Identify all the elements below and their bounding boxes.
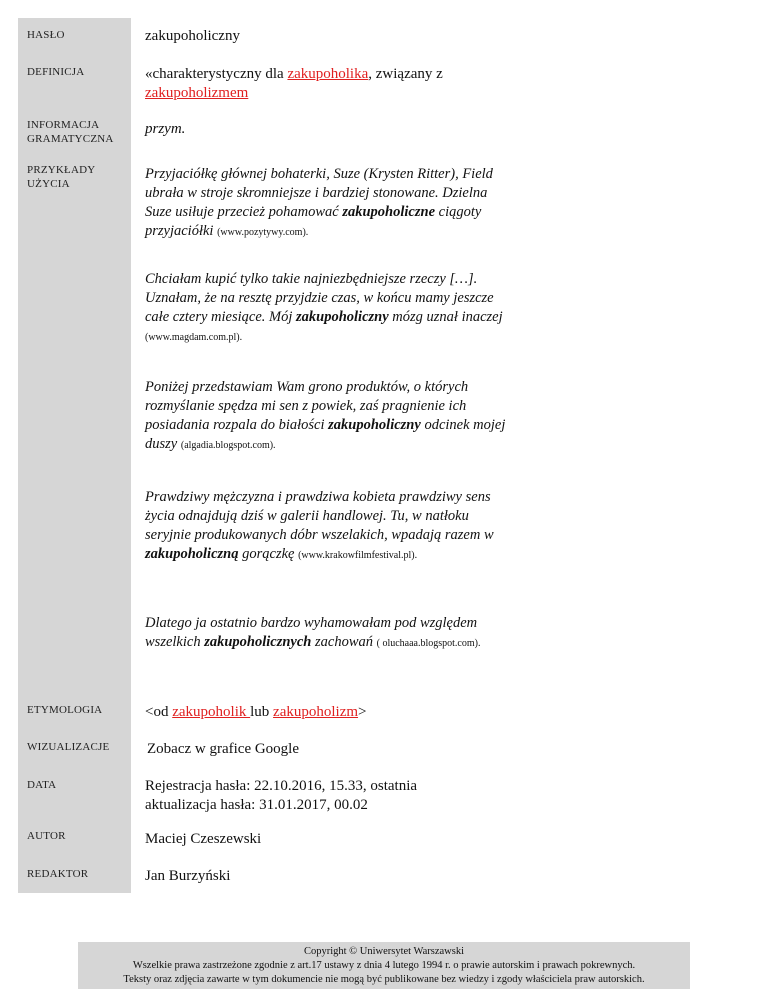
example-text: Prawdziwy mężczyzna i prawdziwa kobieta prawdziwy sens życia odnajdują dziś w galerii handlowej. Tu, w natłoku seryjnie produkowanych dóbr wszelakich, wpadają razem w: [145, 489, 494, 543]
example-text: Dlatego ja ostatnio bardzo wyhamowałam pod względem wszelkich: [145, 615, 478, 650]
example-keyword: zakupoholicznych: [204, 634, 312, 650]
label-autor: AUTOR: [27, 830, 66, 842]
example-text: Poniżej przedstawiam Wam grono produktów, o których rozmyślanie spędza mi sen z powiek, zaś pragnienie ich posiadania rozpala do białości: [145, 379, 469, 433]
author: Maciej Czeszewski: [145, 831, 262, 847]
example-source: (www.magdam.com.pl).: [145, 332, 243, 343]
example-source: (algadia.blogspot.com).: [180, 440, 276, 451]
footer-line-3: Teksty oraz zdjęcia zawarte w tym dokumencie nie mogą być publikowane bez wiedzy i zgody właściciela praw autorskich.: [123, 974, 645, 985]
etymology: [145, 703, 515, 722]
label-wizualizacje: WIZUALIZACJE: [27, 741, 110, 753]
example-keyword: zakupoholiczny: [295, 309, 389, 325]
date-line-1: Rejestracja hasła: 22.10.2016, 15.33, ostatnia: [145, 778, 418, 794]
example-text: mózg uznał inaczej: [388, 309, 503, 325]
copyright-footer: [78, 942, 690, 989]
label-haslo: HASŁO: [27, 29, 65, 41]
example-keyword: zakupoholiczną: [145, 546, 239, 562]
date-line-2: aktualizacja hasła: 31.01.2017, 00.02: [145, 797, 368, 813]
etymology-text-2: lub: [250, 704, 274, 720]
label-informacja-gramatyczna: [27, 118, 127, 146]
etymology-text: <od: [145, 704, 173, 720]
editor: Jan Burzyński: [145, 868, 231, 884]
link-zakupoholika[interactable]: zakupoholika: [287, 66, 369, 82]
usage-example-4: [145, 488, 515, 565]
label-definicja: DEFINICJA: [27, 66, 85, 78]
label-informacja-line1: INFORMACJA: [27, 119, 100, 131]
etymology-text-3: >: [358, 704, 367, 720]
definition-text: «charakterystyczny dla: [145, 66, 288, 82]
label-przyklady-line1: PRZYKŁADY: [27, 164, 96, 176]
footer-line-2: Wszelkie prawa zastrzeżone zgodnie z art.17 ustawy z dnia 4 lutego 1994 r. o prawie autorskim i prawach pokrewnych.: [132, 960, 636, 971]
label-redaktor: REDAKTOR: [27, 868, 89, 880]
example-text: odcinek mojej duszy: [145, 417, 506, 452]
example-source: (www.krakowfilmfestival.pl).: [298, 550, 418, 561]
usage-example-3: [145, 378, 515, 455]
link-zakupoholizmem[interactable]: zakupoholizmem: [145, 85, 249, 101]
date-info: [145, 777, 515, 815]
usage-example-1: [145, 165, 515, 242]
example-text: zachowań: [311, 634, 373, 650]
example-source: ( oluchaaa.blogspot.com).: [376, 638, 481, 649]
example-text: Chciałam kupić tylko takie najniezbędniejsze rzeczy […]. Uznałam, że na resztę przyjdzie czas, w końcu mamy jeszcze całe cztery miesiące. Mój: [145, 271, 494, 325]
headword: zakupoholiczny: [145, 28, 240, 44]
grammar-info: przym.: [145, 121, 186, 137]
label-informacja-line2: GRAMATYCZNA: [27, 133, 114, 145]
footer-line-1: Copyright © Uniwersytet Warszawski: [303, 946, 465, 957]
link-zakupoholik[interactable]: zakupoholik: [172, 704, 251, 720]
label-przyklady-uzycia: [27, 163, 127, 191]
example-text: Przyjaciółkę głównej bohaterki, Suze (Krysten Ritter), Field ubrała w stroje skromniejsze i bardziej stonowane. Dzielna Suze usiłuje przecież pohamować: [145, 166, 493, 220]
label-etymologia: ETYMOLOGIA: [27, 704, 103, 716]
example-text: ciągoty przyjaciółki: [145, 204, 482, 239]
usage-example-5: [145, 614, 515, 653]
usage-example-2: [145, 270, 515, 347]
link-zakupoholizm[interactable]: zakupoholizm: [273, 704, 359, 720]
label-column: [18, 18, 131, 893]
example-text: gorączkę: [238, 546, 295, 562]
label-data: DATA: [27, 779, 57, 791]
definition-text-2: , związany z: [368, 66, 443, 82]
label-przyklady-line2: UŻYCIA: [27, 178, 70, 190]
google-images-link[interactable]: Zobacz w grafice Google: [147, 741, 300, 757]
example-source: (www.pozytywy.com).: [217, 227, 309, 238]
definition: [145, 65, 515, 103]
example-keyword: zakupoholiczne: [342, 204, 436, 220]
example-keyword: zakupoholiczny: [328, 417, 421, 433]
